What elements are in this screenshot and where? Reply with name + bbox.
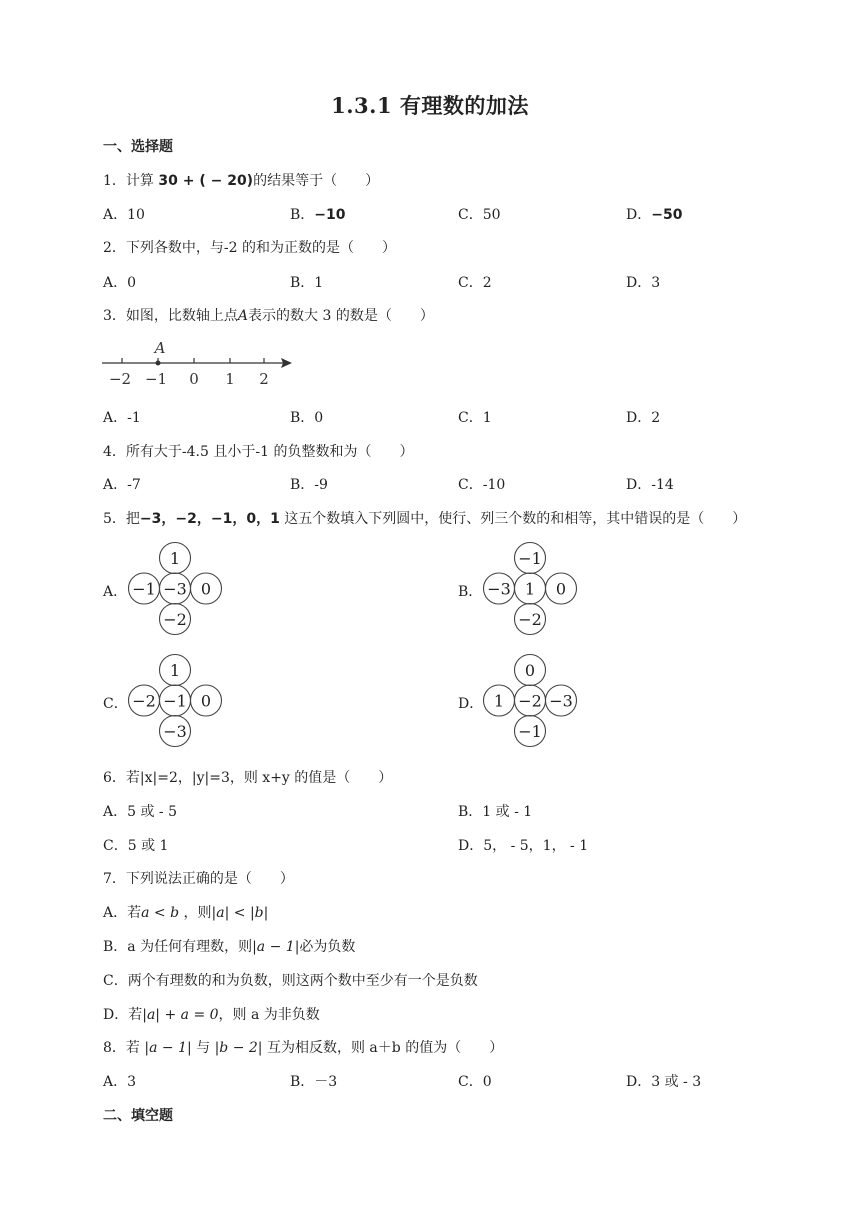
circle-number-left: 1: [493, 691, 505, 711]
circle-number-center: 1: [524, 579, 536, 599]
circle-number-center: −2: [518, 691, 542, 711]
circle-number-left: −1: [132, 579, 156, 599]
circle-number-top: −1: [518, 549, 542, 568]
q2-option-c: C．2: [458, 275, 492, 291]
q2-option-a: A．0: [103, 275, 137, 291]
point-a-marker: [156, 361, 161, 366]
tick-label-1: 1: [225, 370, 235, 388]
q7-option-c: C．两个有理数的和为负数，则这两个数中至少有一个是负数: [103, 973, 478, 989]
q6-option-c: C．5 或 1: [103, 838, 169, 854]
figure-label: C．: [103, 696, 128, 712]
point-a-label: A: [154, 339, 166, 357]
figure-label: B．: [458, 584, 483, 600]
section-heading-choice: 一、选择题: [103, 139, 173, 155]
q4-option-c: C．-10: [458, 477, 506, 493]
q1-stem-post: 的结果等于（ ）: [253, 173, 380, 189]
circle-number-top: 1: [169, 661, 181, 680]
q2-option-b: B．1: [290, 275, 324, 291]
q7-option-a: A．若a < b ，则|a| < |b|: [103, 905, 269, 921]
number-line-figure: [100, 336, 300, 392]
circle-number-bottom: −2: [518, 610, 542, 629]
q3-option-d: D．2: [626, 410, 661, 426]
q7-option-d: D．若|a| + a = 0，则 a 为非负数: [103, 1007, 320, 1023]
figure-label: A．: [103, 584, 128, 600]
circle-number-center: −1: [163, 691, 187, 711]
q1-option-c: C．50: [458, 207, 501, 223]
q7-option-b: B．a 为任何有理数，则|a − 1|必为负数: [103, 939, 356, 955]
circle-number-top: 0: [524, 661, 536, 680]
q3-option-b: B．0: [290, 410, 324, 426]
q1-expression: 30 + ( − 20): [158, 173, 254, 189]
q2-option-d: D．3: [626, 275, 661, 291]
tick-label-0: 0: [189, 370, 199, 388]
question-2: 2．下列各数中，与-2 的和为正数的是（ ）: [103, 240, 396, 256]
circle-number-right: −3: [549, 691, 573, 711]
q8-option-c: C．0: [458, 1074, 492, 1090]
page-title: 1.3.1 有理数的加法: [331, 93, 529, 118]
question-3: 3．如图，比数轴上点A表示的数大 3 的数是（ ）: [103, 308, 434, 324]
q8-option-a: A．3: [103, 1074, 137, 1090]
question-4: 4．所有大于-4.5 且小于-1 的负整数和为（ ）: [103, 444, 414, 460]
question-6: 6．若|x|=2，|y|=3，则 x+y 的值是（ ）: [103, 770, 393, 786]
circle-number-bottom: −2: [163, 610, 187, 629]
section-heading-fill: 二、填空题: [103, 1108, 173, 1124]
question-1: [103, 170, 379, 190]
tick-label-2: 2: [259, 370, 269, 388]
q6-option-a: A．5 或 - 5: [103, 804, 178, 820]
q8-option-d: D．3 或 - 3: [626, 1074, 702, 1090]
tick-label-neg1: −1: [144, 370, 168, 388]
circle-number-bottom: −1: [518, 722, 542, 741]
tick-label-neg2: −2: [108, 370, 132, 388]
q4-option-b: B．-9: [290, 477, 328, 493]
q1-stem-pre: 1．计算: [103, 173, 159, 189]
q1-option-b: B．−10: [290, 207, 346, 223]
circle-number-right: 0: [555, 579, 567, 599]
circle-number-bottom: −3: [163, 722, 187, 741]
q1-option-a: A．10: [103, 207, 145, 223]
q4-option-a: A．-7: [103, 477, 141, 493]
q6-option-d: D．5， - 5，1， - 1: [458, 838, 589, 854]
question-7: 7．下列说法正确的是（ ）: [103, 871, 294, 887]
q3-option-c: C．1: [458, 410, 492, 426]
circle-number-left: −3: [487, 579, 511, 599]
question-5: 5．把−3，−2，−1，0，1 这五个数填入下列圆中，使行、列三个数的和相等，其中错误的是（ ）: [103, 511, 747, 527]
circle-number-top: 1: [169, 549, 181, 568]
q6-option-b: B．1 或 - 1: [458, 804, 533, 820]
circle-number-center: −3: [163, 579, 187, 599]
q4-option-d: D．-14: [626, 477, 674, 493]
circle-number-left: −2: [132, 691, 156, 711]
circle-number-right: 0: [200, 691, 212, 711]
question-8: 8．若 |a − 1| 与 |b − 2| 互为相反数，则 a＋b 的值为（ ）: [103, 1040, 504, 1056]
q8-option-b: B．－3: [290, 1074, 338, 1090]
figure-label: D．: [458, 696, 484, 712]
circle-number-right: 0: [200, 579, 212, 599]
q3-option-a: A．-1: [103, 410, 141, 426]
q1-option-d: D．−50: [626, 207, 683, 223]
